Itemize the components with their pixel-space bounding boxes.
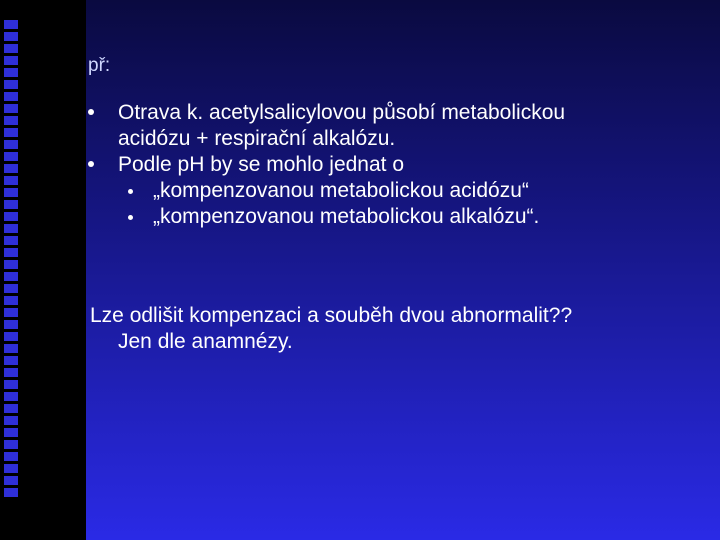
bullet-text-line: Podle pH by se mohlo jednat o bbox=[118, 153, 405, 176]
sub-bullet-item bbox=[88, 178, 708, 204]
sub-bullet-text: „kompenzovanou metabolickou alkalózu“. bbox=[153, 205, 540, 228]
paragraph-line: Jen dle anamnézy. bbox=[118, 330, 293, 353]
bullet-list bbox=[88, 100, 708, 230]
left-decorative-strip bbox=[0, 0, 86, 540]
bullet-text-line: acidózu + respirační alkalózu. bbox=[118, 127, 396, 150]
slide-heading: př: bbox=[88, 55, 111, 76]
sub-bullet-dot-icon bbox=[128, 215, 133, 220]
bullet-text-line: Otrava k. acetylsalicylovou působí metabolickou bbox=[118, 101, 566, 124]
sub-bullet-text: „kompenzovanou metabolickou acidózu“ bbox=[153, 179, 529, 202]
bullet-dot-icon bbox=[88, 109, 94, 115]
question-paragraph bbox=[90, 303, 710, 355]
sub-bullet-dot-icon bbox=[128, 189, 133, 194]
paragraph-line: Lze odlišit kompenzaci a souběh dvou abnormalit?? bbox=[90, 304, 573, 327]
bullet-item bbox=[88, 152, 708, 178]
sub-bullet-item bbox=[88, 204, 708, 230]
square-pattern bbox=[4, 20, 18, 500]
bullet-dot-icon bbox=[88, 161, 94, 167]
bullet-item bbox=[88, 100, 708, 152]
